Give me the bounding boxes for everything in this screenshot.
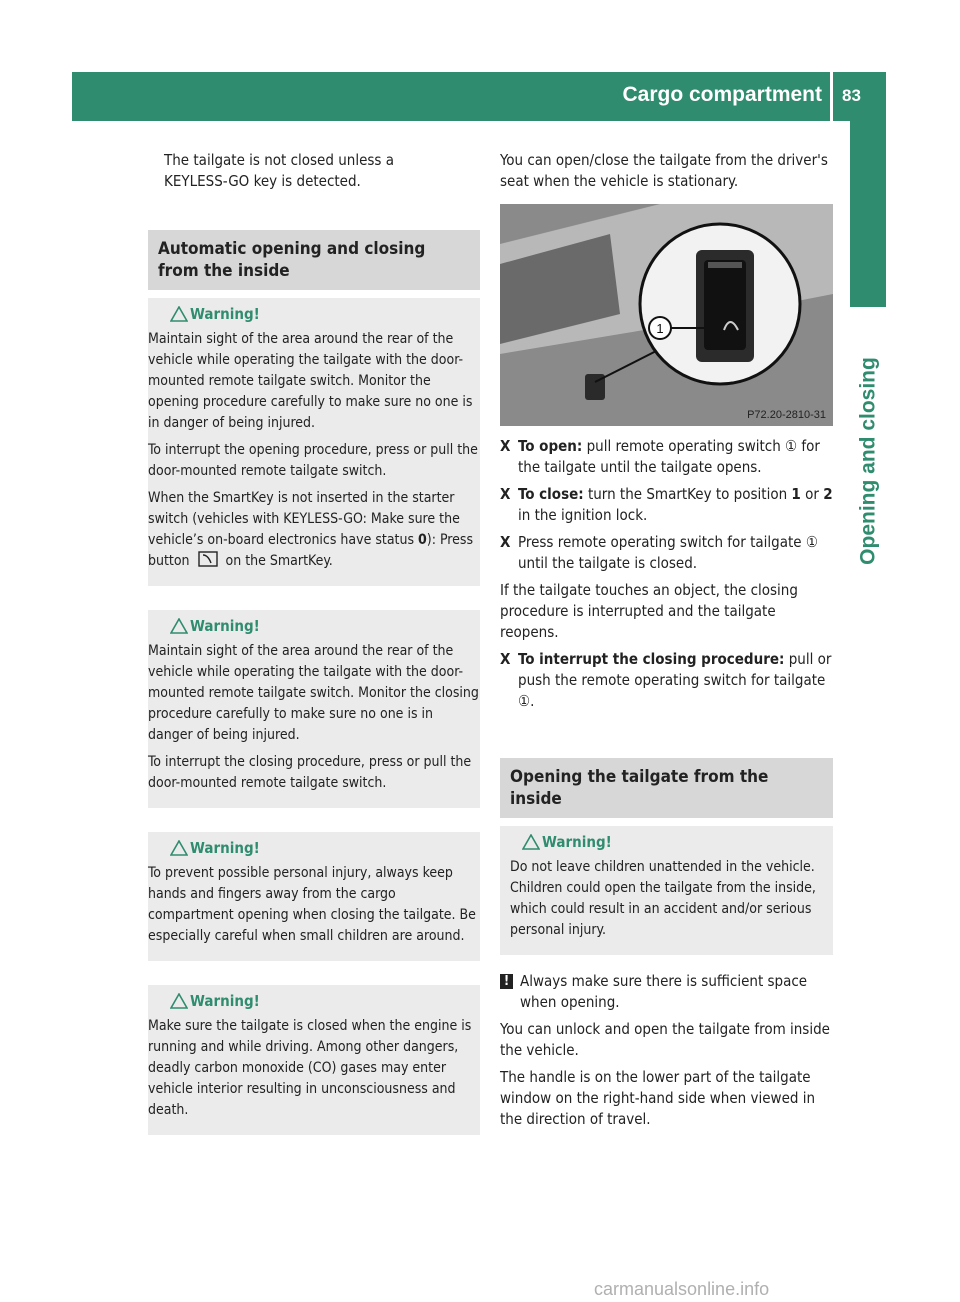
exclamation-icon: ! [500,974,513,989]
step-arrow-icon: X [500,437,511,455]
side-section-label [850,316,886,606]
warning-triangle-icon [170,306,188,322]
door-switch-photo [500,204,833,426]
warning-title: Warning! [148,616,480,637]
intro-text: The tailgate is not closed unless a KEYLESS-GO key is detected. [164,151,395,190]
page-title: Cargo compartment [622,83,822,106]
warning-text: When the SmartKey is not inserted in the starter switch (vehicles with KEYLESS-GO: Make sure the vehicle’s on-board electronics have status 0): Press button on the SmartKey. [148,490,474,569]
warning-triangle-icon [170,993,188,1009]
warning-box [148,985,480,1135]
warning-text: To interrupt the opening procedure, press or pull the door-mounted remote tailgate switch. [148,442,478,479]
note: ! Always make sure there is sufficient space when opening. [500,971,833,1013]
warning-box [148,610,480,808]
right-column [500,150,833,1136]
warning-text: Make sure the tailgate is closed when the engine is running and while driving. Among other dangers, deadly carbon monoxide (CO) gases may enter vehicle interior resulting in unconsciousness and death. [148,1018,472,1118]
step-arrow-icon: X [500,485,511,503]
intro-text: You can open/close the tailgate from the driver's seat when the vehicle is stationary. [500,151,828,190]
warning-title: Warning! [148,991,480,1012]
instruction-step: X To close: turn the SmartKey to position 1 or 2 in the ignition lock. [500,485,833,524]
footer-watermark: carmanualsonline.info [594,1279,770,1299]
warning-triangle-icon [522,834,540,850]
instruction-step: X To open: pull remote operating switch ① for the tailgate until the tailgate opens. [500,437,820,476]
warning-box [148,832,480,961]
warning-text: Maintain sight of the area around the rear of the vehicle while operating the tailgate with the door-mounted remote tailgate switch. Monitor the opening procedure carefully to make sure no one is in danger of being injured. [148,331,473,431]
header-divider [830,72,833,121]
body-text: If the tailgate touches an object, the closing procedure is interrupted and the tailgate reopens. [500,581,798,641]
warning-triangle-icon [170,618,188,634]
warning-title: Warning! [148,838,480,859]
warning-text: To prevent possible personal injury, always keep hands and fingers away from the cargo compartment opening when closing the tailgate. Be especially careful when small children are around. [148,865,476,944]
warning-box [148,298,480,586]
image-code: P72.20-2810-31 [747,409,826,421]
section-heading: Automatic opening and closing from the inside [148,230,480,290]
warning-title: Warning! [500,832,833,853]
warning-text: Maintain sight of the area around the rear of the vehicle while operating the tailgate with the door-mounted remote tailgate switch. Monitor the closing procedure carefully to make sure no one is in danger of being injured. [148,643,479,743]
warning-title: Warning! [148,304,480,325]
callout-number: 1 [656,321,664,336]
step-arrow-icon: X [500,533,511,551]
instruction-step: X Press remote operating switch for tailgate ① until the tailgate is closed. [500,533,818,572]
page-number: 83 [842,86,861,105]
warning-triangle-icon [170,840,188,856]
body-text: The handle is on the lower part of the tailgate window on the right-hand side when viewed in the direction of travel. [500,1068,816,1128]
tailgate-button-icon [198,551,218,567]
instruction-step: X To interrupt the closing procedure: pull or push the remote operating switch for tailgate ①. [500,650,832,710]
warning-text: To interrupt the closing procedure, press or pull the door-mounted remote tailgate switch. [148,754,472,791]
left-column [148,150,480,1135]
body-text: You can unlock and open the tailgate from inside the vehicle. [500,1020,830,1059]
side-tab-marker [850,121,886,307]
section-label-text: Opening and closing [856,357,880,565]
step-arrow-icon: X [500,650,511,668]
door-panel-illustration [500,204,833,426]
section-heading: Opening the tailgate from the inside [500,758,833,818]
warning-text: Do not leave children unattended in the vehicle. Children could open the tailgate from the inside, which could result in an accident and/or serious personal injury. [510,859,816,938]
warning-box [500,826,833,955]
header-bar [72,72,886,121]
